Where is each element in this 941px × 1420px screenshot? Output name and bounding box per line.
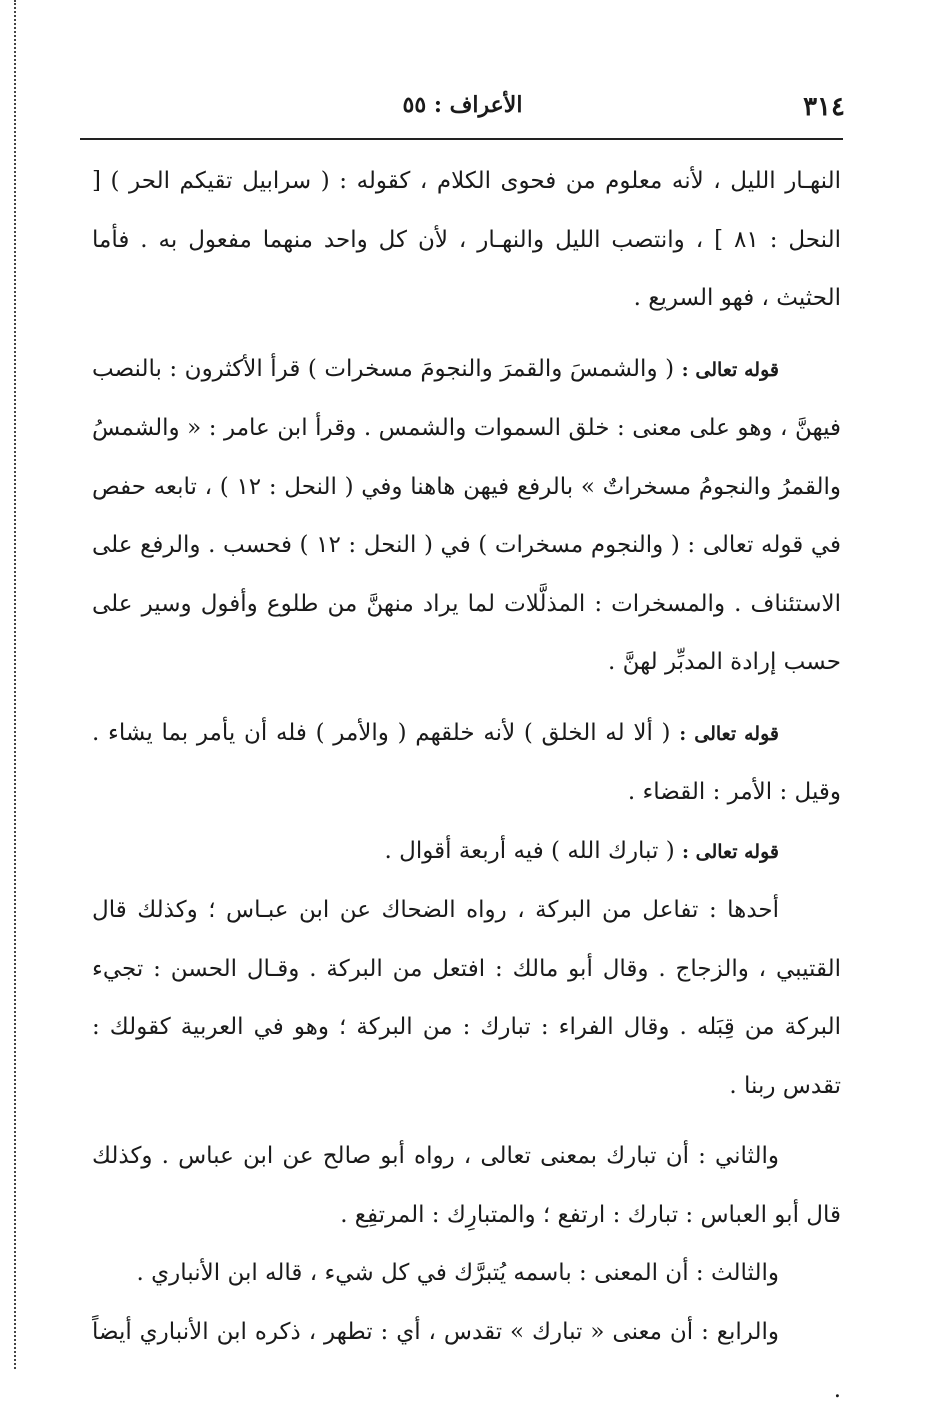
paragraph-text: ( والشمسَ والقمرَ والنجومَ مسخرات ) قرأ الأكثرون : بالنصب فيهنَّ ، وهو على معنى : خلق السموات والشمس . وقرأ ابن عامر : « والشمسُ والقمرُ والنجومُ مسخراتٌ » بالرفع فيهن هاهنا وفي ( النحل : ١٢ ) ، تابعه حفص في قوله تعالى : ( والنجوم مسخرات ) في ( النحل : ١٢ ) فحسب . والرفع على الاستئناف . والمسخرات : المذلَّلات لما يراد منهنَّ من طلوع وأفول وسير على حسب إرادة المدبِّر لهنَّ . <box>92 355 841 675</box>
paragraph-text: والثالث : أن المعنى : باسمه يُتبرَّك في كل شيء ، قاله ابن الأنباري . <box>136 1260 779 1286</box>
header-rule <box>80 138 843 140</box>
paragraph-lead: قوله تعالى : <box>682 840 779 863</box>
paragraph-lead: قوله تعالى : <box>681 358 779 381</box>
paragraph-text: والرابع : أن معنى « تبارك » تقدس ، أي : تطهر ، ذكره ابن الأنباري أيضاً . <box>92 1318 841 1403</box>
paragraph-lead: قوله تعالى : <box>679 722 779 745</box>
paragraph-text: والثاني : أن تبارك بمعنى تعالى ، رواه أبو صالح عن ابن عباس . وكذلك قال أبو العباس : تبارك : ارتفع ؛ والمتبارِك : المرتفِع . <box>92 1143 841 1228</box>
paragraph-text: أحدها : تفاعل من البركة ، رواه الضحاك عن ابن عبـاس ؛ وكذلك قال القتيبي ، والزجاج . وقال أبو مالك : افتعل من البركة . وقـال الحسن : تجيء البركة من قِبَله . وقال الفراء : تبارك : من البركة ؛ وهو في العربية كقولك : تقدس ربنا . <box>92 897 841 1099</box>
body-text <box>92 152 841 1420</box>
paragraph-text: ( تبارك الله ) فيه أربعة أقوال . <box>384 837 675 864</box>
paragraph <box>92 152 841 328</box>
page-header <box>80 88 845 132</box>
paragraph <box>92 822 841 882</box>
paragraph <box>92 340 841 692</box>
scan-edge-dots <box>14 0 16 1369</box>
paragraph-text: النهـار الليل ، لأنه معلوم من فحوى الكلام ، كقوله : ( سرابيل تقيكم الحر ) [ النحل : ٨١ ] ، وانتصب الليل والنهـار ، لأن كل واحد منهما مفعول به . فأما الحثيث ، فهو السريع . <box>92 168 841 311</box>
paragraph-text: ( ألا له الخلق ) لأنه خلقهم ( والأمر ) فله أن يأمر بما يشاء . وقيل : الأمر : القضاء . <box>92 719 841 805</box>
paragraph <box>92 704 841 822</box>
paragraph <box>92 1127 841 1244</box>
paragraph <box>92 1303 841 1420</box>
paragraph <box>92 881 841 1115</box>
running-head: الأعراف : ٥٥ <box>402 92 523 118</box>
paragraph <box>92 1244 841 1303</box>
page-number: ٣١٤ <box>803 92 845 122</box>
